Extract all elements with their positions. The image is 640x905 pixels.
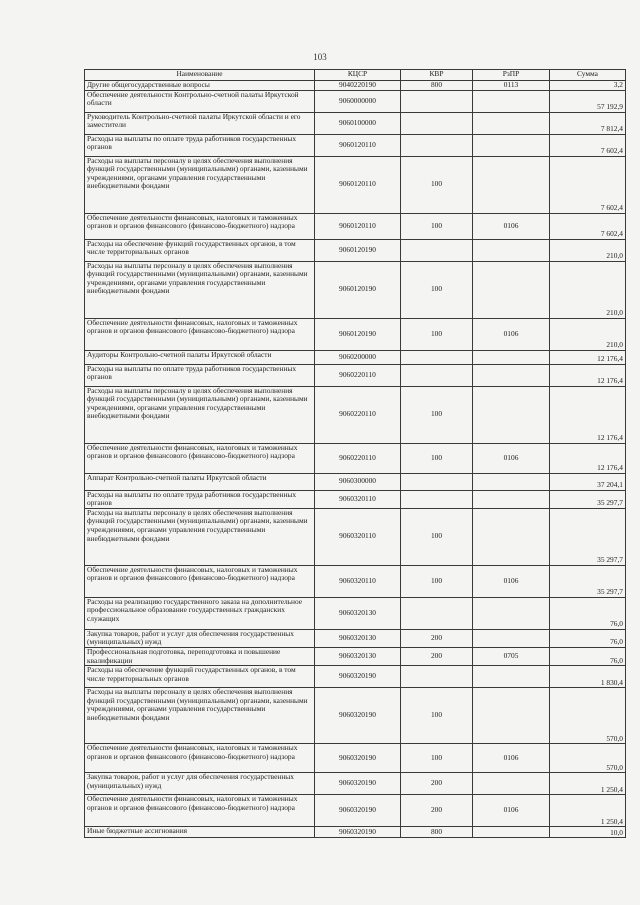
- row-sum: 3,2: [550, 81, 626, 91]
- row-name: Расходы на выплаты персоналу в целях обеспечения выполнения функций государственными (муниципальными) органами, казенными учреждениями, органами управления государственными внебюджетными фондами: [85, 688, 315, 744]
- row-sum: 12 176,4: [550, 350, 626, 364]
- row-name: Расходы на обеспечение функций государственных органов, в том числе территориальных органов: [85, 666, 315, 688]
- row-name: Расходы на выплаты персоналу в целях обеспечения выполнения функций государственными (муниципальными) органами, казенными учреждениями, органами управления государственными внебюджетными фондами: [85, 508, 315, 565]
- row-kcsr: 9060320110: [315, 565, 401, 597]
- row-kcsr: 9060000000: [315, 90, 401, 112]
- table-row: [85, 112, 626, 134]
- row-kvr: 200: [401, 629, 473, 647]
- row-kcsr: 9060200000: [315, 350, 401, 364]
- row-sum: 35 297,7: [550, 508, 626, 565]
- row-rzpr: [473, 508, 550, 565]
- row-name: Закупка товаров, работ и услуг для обеспечения государственных (муниципальных) нужд: [85, 629, 315, 647]
- row-name: Обеспечение деятельности Контрольно-счетной палаты Иркутской области: [85, 90, 315, 112]
- row-name: Профессиональная подготовка, переподготовка и повышение квалификации: [85, 647, 315, 665]
- row-name: Иные бюджетные ассигнования: [85, 827, 315, 838]
- row-kvr: 100: [401, 688, 473, 744]
- row-rzpr: [473, 666, 550, 688]
- table-header-row: [85, 70, 626, 81]
- row-sum: 1 250,4: [550, 773, 626, 795]
- row-kvr: 800: [401, 81, 473, 91]
- row-rzpr: [473, 597, 550, 629]
- row-name: Обеспечение деятельности финансовых, налоговых и таможенных органов и органов финансового (финансово-бюджетного) надзора: [85, 318, 315, 350]
- row-rzpr: [473, 156, 550, 213]
- row-kcsr: 9060320190: [315, 827, 401, 838]
- row-name: Обеспечение деятельности финансовых, налоговых и таможенных органов и органов финансового (финансово-бюджетного) надзора: [85, 744, 315, 773]
- row-kcsr: 9060300000: [315, 473, 401, 490]
- row-kvr: 100: [401, 386, 473, 443]
- row-kvr: [401, 364, 473, 386]
- row-name: Другие общегосударственные вопросы: [85, 81, 315, 91]
- row-rzpr: 0106: [473, 795, 550, 827]
- row-kcsr: 9060220110: [315, 386, 401, 443]
- row-kvr: [401, 490, 473, 508]
- table-row: [85, 666, 626, 688]
- table-row: [85, 318, 626, 350]
- row-rzpr: [473, 629, 550, 647]
- row-name: Расходы на реализацию государственного заказа на дополнительное профессиональное образование государственных гражданских служащих: [85, 597, 315, 629]
- header-kvr: КВР: [401, 70, 473, 81]
- row-kcsr: 9060320190: [315, 688, 401, 744]
- row-sum: 76,0: [550, 647, 626, 665]
- table-row: [85, 688, 626, 744]
- row-kcsr: 9060320190: [315, 744, 401, 773]
- row-kvr: 100: [401, 261, 473, 318]
- table-row: [85, 261, 626, 318]
- header-sum: Сумма: [550, 70, 626, 81]
- row-kcsr: 9060320110: [315, 490, 401, 508]
- row-sum: 7 602,4: [550, 134, 626, 156]
- row-rzpr: [473, 350, 550, 364]
- row-name: Закупка товаров, работ и услуг для обеспечения государственных (муниципальных) нужд: [85, 773, 315, 795]
- row-rzpr: [473, 364, 550, 386]
- row-kvr: [401, 473, 473, 490]
- table-row: [85, 213, 626, 239]
- row-kvr: [401, 350, 473, 364]
- table-row: [85, 827, 626, 838]
- row-name: Обеспечение деятельности финансовых, налоговых и таможенных органов и органов финансового (финансово-бюджетного) надзора: [85, 795, 315, 827]
- row-sum: 7 602,4: [550, 213, 626, 239]
- row-rzpr: [473, 134, 550, 156]
- table-row: [85, 744, 626, 773]
- row-rzpr: [473, 473, 550, 490]
- table-row: [85, 490, 626, 508]
- row-sum: 570,0: [550, 744, 626, 773]
- row-kcsr: 9060120110: [315, 156, 401, 213]
- row-sum: 35 297,7: [550, 490, 626, 508]
- table-row: [85, 565, 626, 597]
- row-sum: 1 830,4: [550, 666, 626, 688]
- table-row: [85, 473, 626, 490]
- row-rzpr: 0113: [473, 81, 550, 91]
- budget-table: [84, 69, 626, 838]
- row-kcsr: 9060320190: [315, 666, 401, 688]
- row-name: Обеспечение деятельности финансовых, налоговых и таможенных органов и органов финансового (финансово-бюджетного) надзора: [85, 443, 315, 473]
- row-sum: 12 176,4: [550, 386, 626, 443]
- row-kcsr: 9060120110: [315, 134, 401, 156]
- row-kvr: 100: [401, 508, 473, 565]
- row-kvr: 100: [401, 443, 473, 473]
- row-sum: 7 602,4: [550, 156, 626, 213]
- row-kvr: [401, 597, 473, 629]
- row-kcsr: 9060220110: [315, 364, 401, 386]
- row-rzpr: 0106: [473, 443, 550, 473]
- row-sum: 1 250,4: [550, 795, 626, 827]
- row-sum: 12 176,4: [550, 443, 626, 473]
- row-rzpr: [473, 261, 550, 318]
- table-row: [85, 629, 626, 647]
- row-rzpr: [473, 773, 550, 795]
- table-row: [85, 134, 626, 156]
- row-name: Расходы на обеспечение функций государственных органов, в том числе территориальных органов: [85, 239, 315, 261]
- row-name: Руководитель Контрольно-счетной палаты Иркутской области и его заместители: [85, 112, 315, 134]
- row-kcsr: 9060320130: [315, 597, 401, 629]
- row-name: Расходы на выплаты по оплате труда работников государственных органов: [85, 134, 315, 156]
- row-kcsr: 9060120190: [315, 261, 401, 318]
- row-rzpr: 0106: [473, 565, 550, 597]
- row-rzpr: 0106: [473, 744, 550, 773]
- row-kvr: [401, 134, 473, 156]
- row-sum: 37 204,1: [550, 473, 626, 490]
- row-rzpr: [473, 490, 550, 508]
- table-row: [85, 90, 626, 112]
- table-row: [85, 364, 626, 386]
- table-row: [85, 386, 626, 443]
- row-name: Обеспечение деятельности финансовых, налоговых и таможенных органов и органов финансового (финансово-бюджетного) надзора: [85, 213, 315, 239]
- header-name: Наименование: [85, 70, 315, 81]
- row-sum: 210,0: [550, 318, 626, 350]
- row-kcsr: 9060320130: [315, 629, 401, 647]
- row-sum: 57 192,9: [550, 90, 626, 112]
- row-kvr: 100: [401, 318, 473, 350]
- row-name: Обеспечение деятельности финансовых, налоговых и таможенных органов и органов финансового (финансово-бюджетного) надзора: [85, 565, 315, 597]
- table-row: [85, 443, 626, 473]
- row-sum: 570,0: [550, 688, 626, 744]
- row-kvr: 200: [401, 773, 473, 795]
- row-name: Расходы на выплаты персоналу в целях обеспечения выполнения функций государственными (муниципальными) органами, казенными учреждениями, органами управления государственными внебюджетными фондами: [85, 261, 315, 318]
- row-kcsr: 9060100000: [315, 112, 401, 134]
- row-rzpr: 0705: [473, 647, 550, 665]
- row-name: Аппарат Контрольно-счетной палаты Иркутской области: [85, 473, 315, 490]
- row-kvr: 100: [401, 744, 473, 773]
- row-kcsr: 9060320190: [315, 795, 401, 827]
- row-kcsr: 9040220190: [315, 81, 401, 91]
- table-row: [85, 508, 626, 565]
- row-kvr: 800: [401, 827, 473, 838]
- row-name: Аудиторы Контрольно-счетной палаты Иркутской области: [85, 350, 315, 364]
- row-rzpr: [473, 827, 550, 838]
- row-rzpr: 0106: [473, 213, 550, 239]
- row-kvr: [401, 239, 473, 261]
- row-sum: 7 812,4: [550, 112, 626, 134]
- row-name: Расходы на выплаты персоналу в целях обеспечения выполнения функций государственными (муниципальными) органами, казенными учреждениями, органами управления государственными внебюджетными фондами: [85, 386, 315, 443]
- row-sum: 76,0: [550, 597, 626, 629]
- table-row: [85, 239, 626, 261]
- table-row: [85, 795, 626, 827]
- row-rzpr: 0106: [473, 318, 550, 350]
- table-row: [85, 647, 626, 665]
- table-row: [85, 350, 626, 364]
- row-kvr: [401, 90, 473, 112]
- table-row: [85, 597, 626, 629]
- row-kcsr: 9060120190: [315, 239, 401, 261]
- row-sum: 10,0: [550, 827, 626, 838]
- row-sum: 210,0: [550, 261, 626, 318]
- row-kvr: [401, 666, 473, 688]
- row-rzpr: [473, 688, 550, 744]
- row-name: Расходы на выплаты по оплате труда работников государственных органов: [85, 364, 315, 386]
- row-name: Расходы на выплаты персоналу в целях обеспечения выполнения функций государственными (муниципальными) органами, казенными учреждениями, органами управления государственными внебюджетными фондами: [85, 156, 315, 213]
- row-kcsr: 9060220110: [315, 443, 401, 473]
- row-sum: 210,0: [550, 239, 626, 261]
- row-kcsr: 9060120110: [315, 213, 401, 239]
- row-kvr: 100: [401, 565, 473, 597]
- row-sum: 35 297,7: [550, 565, 626, 597]
- row-sum: 12 176,4: [550, 364, 626, 386]
- header-rzpr: РзПР: [473, 70, 550, 81]
- page-number: 103: [313, 52, 327, 62]
- row-kcsr: 9060120190: [315, 318, 401, 350]
- row-kcsr: 9060320130: [315, 647, 401, 665]
- table-row: [85, 156, 626, 213]
- table-row: [85, 81, 626, 91]
- row-kvr: 100: [401, 213, 473, 239]
- row-rzpr: [473, 112, 550, 134]
- row-sum: 76,0: [550, 629, 626, 647]
- row-name: Расходы на выплаты по оплате труда работников государственных органов: [85, 490, 315, 508]
- row-kvr: 200: [401, 647, 473, 665]
- row-rzpr: [473, 239, 550, 261]
- header-kcsr: КЦСР: [315, 70, 401, 81]
- row-kvr: [401, 112, 473, 134]
- row-kcsr: 9060320110: [315, 508, 401, 565]
- row-rzpr: [473, 386, 550, 443]
- row-kcsr: 9060320190: [315, 773, 401, 795]
- row-kvr: 200: [401, 795, 473, 827]
- row-kvr: 100: [401, 156, 473, 213]
- row-rzpr: [473, 90, 550, 112]
- table-row: [85, 773, 626, 795]
